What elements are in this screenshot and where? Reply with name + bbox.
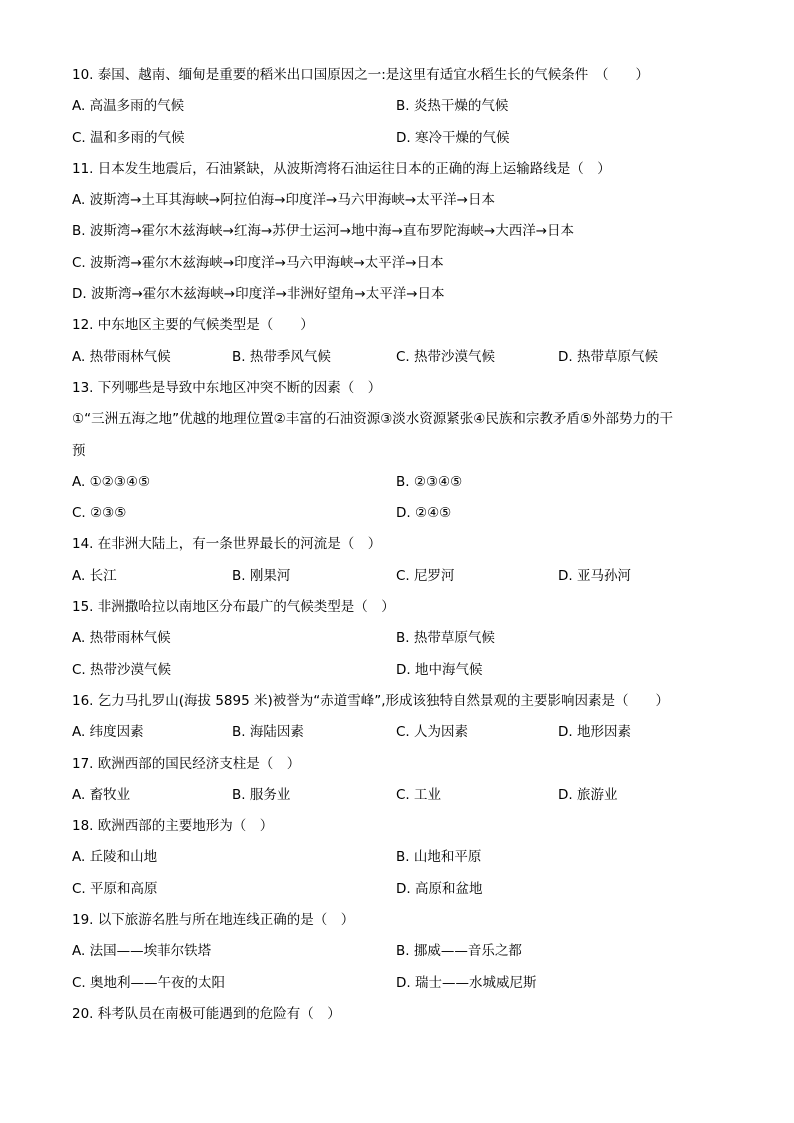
question-18-options-row-2 [72, 878, 722, 909]
question-10-options-row-2 [72, 127, 722, 158]
question-16-option-c[interactable]: C. 人为因素 [396, 724, 469, 741]
question-20-stem: 20. 科考队员在南极可能遇到的危险有（ ） [72, 1005, 341, 1022]
question-12-option-b[interactable]: B. 热带季风气候 [232, 348, 331, 365]
question-10-stem: 10. 泰国、越南、缅甸是重要的稻米出口国原因之一:是这里有适宜水稻生长的气候条件 （ ） [72, 67, 650, 83]
question-10-options-row-1 [72, 95, 722, 126]
question-18-option-b[interactable]: B. 山地和平原 [396, 849, 482, 866]
question-14-options-row [72, 565, 722, 596]
question-14-option-d[interactable]: D. 亚马孙河 [558, 567, 631, 584]
question-16-stem: 16. 乞力马扎罗山(海拔 5895 米)被誉为“赤道雪峰”,形成该独特自然景观的主要影响因素是（ ） [72, 692, 670, 709]
question-12-option-a[interactable]: A. 热带雨林气候 [72, 348, 171, 365]
question-15-option-d[interactable]: D. 地中海气候 [396, 661, 483, 678]
question-12-options-row [72, 346, 722, 377]
question-17-stem: 17. 欧洲西部的国民经济支柱是（ ） [72, 755, 301, 772]
question-16-option-d[interactable]: D. 地形因素 [558, 724, 631, 741]
question-14-option-a[interactable]: A. 长江 [72, 567, 117, 584]
question-19-option-c[interactable]: C. 奥地利——午夜的太阳 [72, 974, 226, 991]
question-13-statements-line-1: ①“三洲五海之地”优越的地理位置②丰富的石油资源③淡水资源紧张④民族和宗教矛盾⑤外部势力的干 [72, 411, 673, 428]
question-12-stem: 12. 中东地区主要的气候类型是（ ） [72, 317, 314, 334]
question-11-option-b[interactable]: B. 波斯湾→霍尔木兹海峡→红海→苏伊士运河→地中海→直布罗陀海峡→大西洋→日本 [72, 223, 575, 240]
question-11-option-d[interactable]: D. 波斯湾→霍尔木兹海峡→印度洋→非洲好望角→太平洋→日本 [72, 286, 445, 303]
question-18-option-c[interactable]: C. 平原和高原 [72, 880, 158, 897]
question-14-option-b[interactable]: B. 刚果河 [232, 567, 291, 584]
question-13-statements-line-2: 预 [72, 442, 86, 459]
question-17-option-c[interactable]: C. 工业 [396, 786, 442, 803]
question-18-option-d[interactable]: D. 高原和盆地 [396, 880, 483, 897]
question-19-stem: 19. 以下旅游名胜与所在地连线正确的是（ ） [72, 912, 355, 929]
question-13-option-d[interactable]: D. ②④⑤ [396, 505, 452, 522]
question-15-option-a[interactable]: A. 热带雨林气候 [72, 630, 171, 647]
question-11-option-a[interactable]: A. 波斯湾→土耳其海峡→阿拉伯海→印度洋→马六甲海峡→太平洋→日本 [72, 192, 495, 209]
question-17-option-a[interactable]: A. 畜牧业 [72, 786, 131, 803]
question-13-options-row-2 [72, 502, 722, 533]
question-15-option-b[interactable]: B. 热带草原气候 [396, 630, 495, 647]
question-18-option-a[interactable]: A. 丘陵和山地 [72, 849, 158, 866]
question-19-option-b[interactable]: B. 挪威——音乐之都 [396, 943, 522, 960]
question-19-option-a[interactable]: A. 法国——埃菲尔铁塔 [72, 943, 212, 960]
question-16-options-row [72, 721, 722, 752]
question-19-option-d[interactable]: D. 瑞士——水城威尼斯 [396, 974, 537, 991]
question-10-option-d[interactable]: D. 寒冷干燥的气候 [396, 129, 510, 146]
question-13-stem: 13. 下列哪些是导致中东地区冲突不断的因素（ ） [72, 379, 382, 396]
question-10-option-c[interactable]: C. 温和多雨的气候 [72, 129, 185, 146]
question-18-options-row-1 [72, 846, 722, 877]
exam-page [72, 64, 722, 1034]
question-19-options-row-1 [72, 940, 722, 971]
question-14-stem: 14. 在非洲大陆上，有一条世界最长的河流是（ ） [72, 536, 382, 553]
question-10-option-b[interactable]: B. 炎热干燥的气候 [396, 98, 509, 115]
question-10-option-a[interactable]: A. 高温多雨的气候 [72, 98, 185, 115]
question-19-options-row-2 [72, 972, 722, 1003]
question-17-option-b[interactable]: B. 服务业 [232, 786, 291, 803]
question-15-options-row-2 [72, 659, 722, 690]
question-15-stem: 15. 非洲撒哈拉以南地区分布最广的气候类型是（ ） [72, 599, 395, 616]
question-14-option-c[interactable]: C. 尼罗河 [396, 567, 455, 584]
question-13-options-row-1 [72, 471, 722, 502]
question-11-stem: 11. 日本发生地震后，石油紧缺，从波斯湾将石油运往日本的正确的海上运输路线是（ ） [72, 160, 611, 177]
question-16-option-b[interactable]: B. 海陆因素 [232, 724, 304, 741]
question-17-options-row [72, 784, 722, 815]
question-12-option-c[interactable]: C. 热带沙漠气候 [396, 348, 496, 365]
question-12-option-d[interactable]: D. 热带草原气候 [558, 348, 658, 365]
question-18-stem: 18. 欧洲西部的主要地形为（ ） [72, 818, 274, 835]
question-11-option-c[interactable]: C. 波斯湾→霍尔木兹海峡→印度洋→马六甲海峡→太平洋→日本 [72, 254, 444, 271]
question-13-option-c[interactable]: C. ②③⑤ [72, 505, 127, 522]
question-13-option-b[interactable]: B. ②③④⑤ [396, 473, 463, 490]
question-17-option-d[interactable]: D. 旅游业 [558, 786, 618, 803]
question-16-option-a[interactable]: A. 纬度因素 [72, 724, 144, 741]
question-15-options-row-1 [72, 627, 722, 658]
question-13-option-a[interactable]: A. ①②③④⑤ [72, 473, 151, 490]
question-15-option-c[interactable]: C. 热带沙漠气候 [72, 661, 172, 678]
